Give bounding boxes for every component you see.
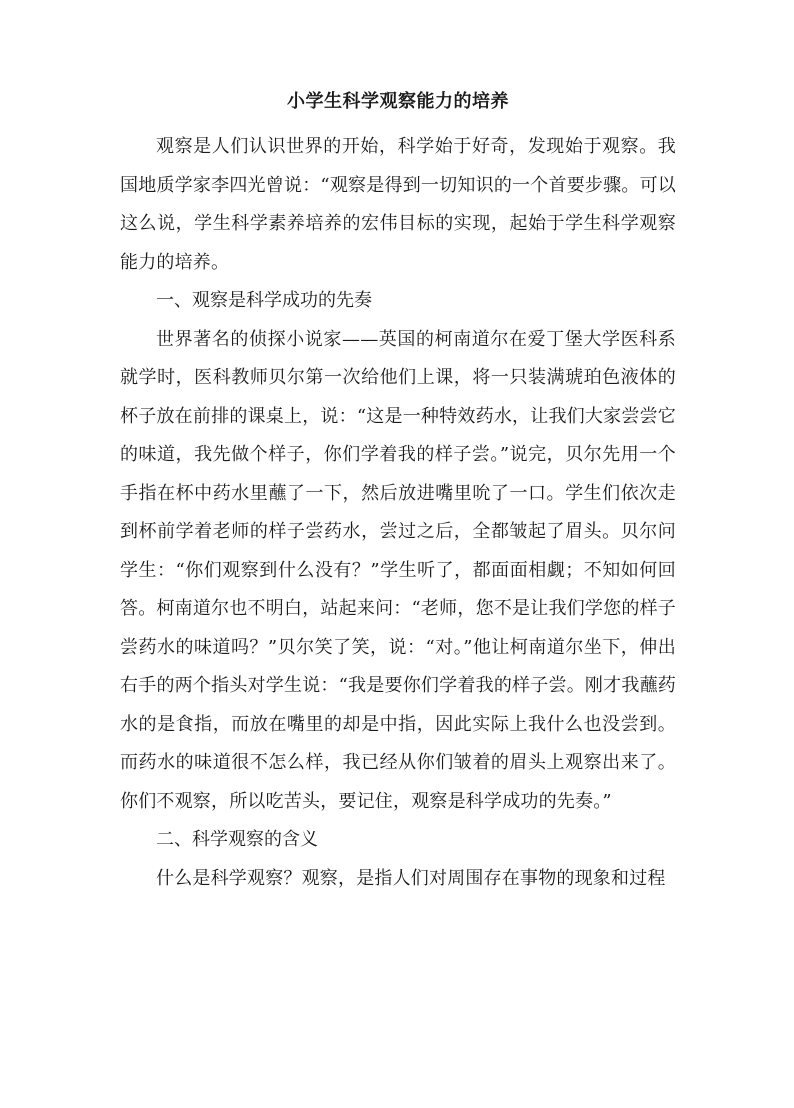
- paragraph-intro: 观察是人们认识世界的开始，科学始于好奇，发现始于观察。我国地质学家李四光曾说：“观察是得到一切知识的一个首要步骤。可以这么说，学生科学素养培养的宏伟目标的实现，起始于学生科学观察能力的培养。: [120, 136, 676, 273]
- paragraph-definition: 什么是科学观察？观察，是指人们对周围存在事物的现象和过程: [156, 867, 666, 889]
- document-body: [120, 88, 676, 898]
- paragraph-story: 世界著名的侦探小说家——英国的柯南道尔在爱丁堡大学医科系就学时，医科教师贝尔第一次给他们上课，将一只装满琥珀色液体的杯子放在前排的课桌上，说：“这是一种特效药水，让我们大家尝尝它的味道，我先做个样子，你们学着我的样子尝。”说完，贝尔先用一个手指在杯中药水里蘸了一下，然后放进嘴里吮了一口。学生们依次走到杯前学着老师的样子尝药水，尝过之后，全都皱起了眉头。贝尔问学生：“你们观察到什么没有？”学生听了，都面面相觑；不知如何回答。柯南道尔也不明白，站起来问：“老师，您不是让我们学您的样子尝药水的味道吗？”贝尔笑了笑，说：“对。”他让柯南道尔坐下，伸出右手的两个指头对学生说：“我是要你们学着我的样子尝。刚才我蘸药水的是食指，而放在嘴里的却是中指，因此实际上我什么也没尝到。而药水的味道很不怎么样，我已经从你们皱着的眉头上观察出来了。你们不观察，所以吃苦头，要记住，观察是科学成功的先奏。”: [120, 328, 676, 812]
- section-heading-2: 二、科学观察的含义: [156, 829, 318, 850]
- document-title: 小学生科学观察能力的培养: [287, 91, 509, 112]
- section-heading-1: 一、观察是科学成功的先奏: [156, 290, 372, 311]
